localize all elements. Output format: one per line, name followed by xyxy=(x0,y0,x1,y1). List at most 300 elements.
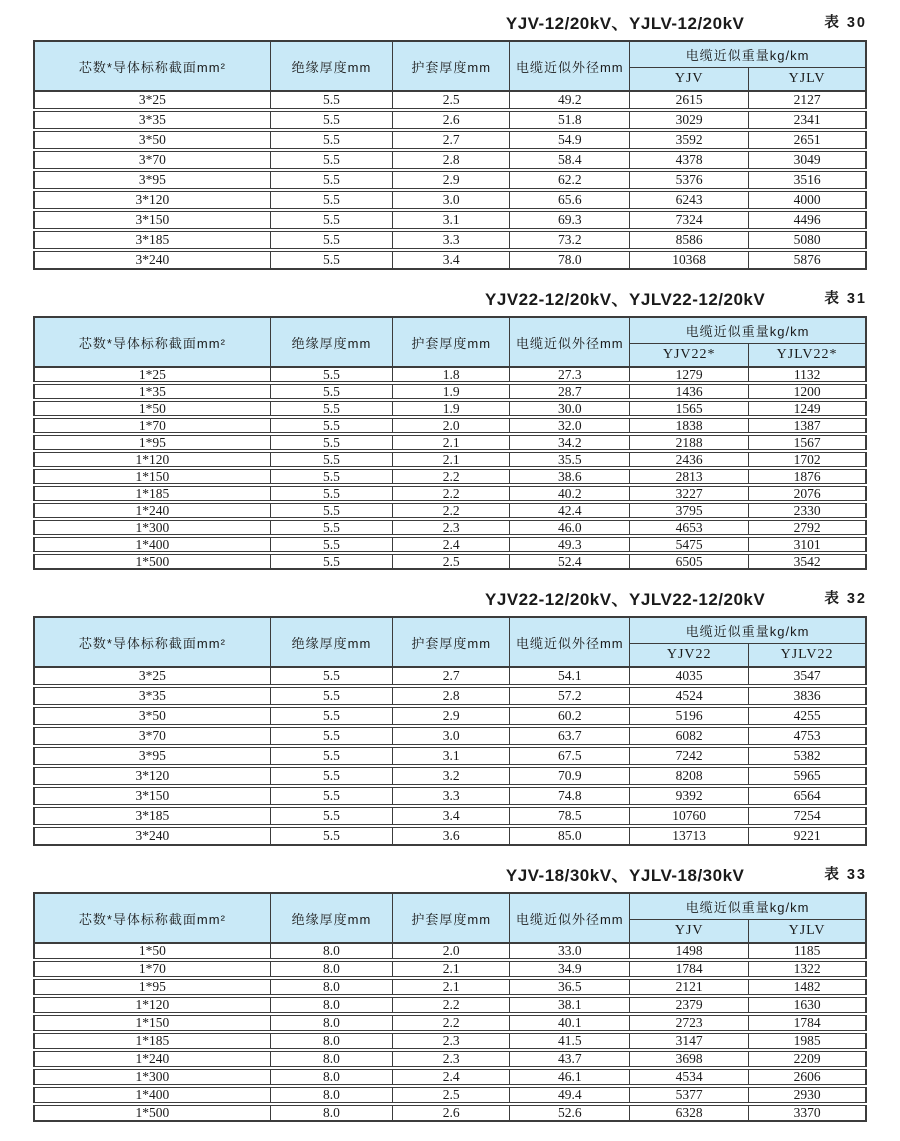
table-cell: 3*25 xyxy=(34,91,270,110)
table-cell: 9392 xyxy=(630,786,749,806)
table-cell: 38.1 xyxy=(510,996,630,1014)
table-cell: 8.0 xyxy=(270,1050,392,1068)
table-cell: 8.0 xyxy=(270,943,392,960)
table-cell: 3147 xyxy=(630,1032,749,1050)
table-cell: 2813 xyxy=(630,468,749,485)
table-cell: 8.0 xyxy=(270,978,392,996)
table-cell: 3*240 xyxy=(34,250,270,269)
table-cell: 5.5 xyxy=(270,110,392,130)
table-cell: 35.5 xyxy=(510,451,630,468)
table-cell: 2.4 xyxy=(393,536,510,553)
table-cell: 1985 xyxy=(749,1032,866,1050)
table-row xyxy=(34,746,866,766)
table-cell: 2.5 xyxy=(393,1086,510,1104)
table-cell: 10760 xyxy=(630,806,749,826)
column-header-weight-yjv22: YJV22 xyxy=(630,643,749,667)
column-header-cross-section: 芯数*导体标称截面mm² xyxy=(34,893,270,943)
table-cell: 2330 xyxy=(749,502,866,519)
table-cell: 13713 xyxy=(630,826,749,845)
table-cell: 10368 xyxy=(630,250,749,269)
table-cell: 1*240 xyxy=(34,1050,270,1068)
table-cell: 3592 xyxy=(630,130,749,150)
table-cell: 3*35 xyxy=(34,686,270,706)
table-cell: 5.5 xyxy=(270,502,392,519)
table-cell: 6564 xyxy=(749,786,866,806)
table-cell: 58.4 xyxy=(510,150,630,170)
table-cell: 1387 xyxy=(749,417,866,434)
table-cell: 1132 xyxy=(749,367,866,383)
table-cell: 5876 xyxy=(749,250,866,269)
column-header-sheath: 护套厚度mm xyxy=(393,893,510,943)
table-cell: 1*500 xyxy=(34,553,270,569)
table-cell: 52.4 xyxy=(510,553,630,569)
table-cell: 5.5 xyxy=(270,130,392,150)
table-cell: 3.1 xyxy=(393,210,510,230)
table-cell: 1*50 xyxy=(34,400,270,417)
table-cell: 4524 xyxy=(630,686,749,706)
table-cell: 1.9 xyxy=(393,400,510,417)
table-cell: 3*240 xyxy=(34,826,270,845)
table-cell: 1567 xyxy=(749,434,866,451)
table-cell: 67.5 xyxy=(510,746,630,766)
table-cell: 3101 xyxy=(749,536,866,553)
table-body xyxy=(34,367,866,569)
table-cell: 2.0 xyxy=(393,417,510,434)
table-cell: 5.5 xyxy=(270,553,392,569)
table-cell: 60.2 xyxy=(510,706,630,726)
table-title: YJV-18/30kV、YJLV-18/30kV xyxy=(505,866,745,885)
table-cell: 3*185 xyxy=(34,806,270,826)
table-row xyxy=(34,943,866,960)
table-cell: 3.3 xyxy=(393,230,510,250)
table-row xyxy=(34,960,866,978)
table-cell: 5.5 xyxy=(270,383,392,400)
table-cell: 1630 xyxy=(749,996,866,1014)
table-cell: 5.5 xyxy=(270,536,392,553)
table-row xyxy=(34,468,866,485)
table-cell: 2379 xyxy=(630,996,749,1014)
table-cell: 4753 xyxy=(749,726,866,746)
table-cell: 6328 xyxy=(630,1104,749,1121)
table-title: YJV22-12/20kV、YJLV22-12/20kV xyxy=(485,590,766,609)
table-header xyxy=(34,317,866,367)
table-cell: 1*150 xyxy=(34,1014,270,1032)
table-cell: 3*25 xyxy=(34,667,270,686)
table-cell: 54.1 xyxy=(510,667,630,686)
table-cell: 3*120 xyxy=(34,766,270,786)
column-header-diameter: 电缆近似外径mm xyxy=(510,41,630,91)
table-row xyxy=(34,826,866,845)
table-cell: 1838 xyxy=(630,417,749,434)
table-cell: 3698 xyxy=(630,1050,749,1068)
table-cell: 2.7 xyxy=(393,130,510,150)
table-cell: 3836 xyxy=(749,686,866,706)
table-cell: 3*50 xyxy=(34,130,270,150)
table-row xyxy=(34,686,866,706)
table-row xyxy=(34,91,866,110)
column-header-diameter: 电缆近似外径mm xyxy=(510,617,630,667)
column-header-weight-group: 电缆近似重量kg/km xyxy=(630,41,866,67)
table-cell: 40.2 xyxy=(510,485,630,502)
table-cell: 49.3 xyxy=(510,536,630,553)
table-cell: 2.2 xyxy=(393,996,510,1014)
table-32-title-row xyxy=(33,585,867,609)
table-cell: 2.2 xyxy=(393,1014,510,1032)
table-cell: 1.8 xyxy=(393,367,510,383)
table-cell: 5475 xyxy=(630,536,749,553)
table-cell: 69.3 xyxy=(510,210,630,230)
table-cell: 3*95 xyxy=(34,746,270,766)
table-row xyxy=(34,367,866,383)
table-row xyxy=(34,210,866,230)
table-cell: 8208 xyxy=(630,766,749,786)
table-cell: 2.1 xyxy=(393,960,510,978)
column-header-weight-yjv: YJV xyxy=(630,67,749,91)
table-cell: 3049 xyxy=(749,150,866,170)
table-cell: 2.6 xyxy=(393,1104,510,1121)
table-cell: 9221 xyxy=(749,826,866,845)
table-cell: 5.5 xyxy=(270,746,392,766)
table-row xyxy=(34,1014,866,1032)
table-cell: 2188 xyxy=(630,434,749,451)
table-cell: 1*240 xyxy=(34,502,270,519)
table-cell: 1*300 xyxy=(34,1068,270,1086)
table-cell: 8.0 xyxy=(270,960,392,978)
table-cell: 1*185 xyxy=(34,1032,270,1050)
table-cell: 2.3 xyxy=(393,519,510,536)
table-cell: 49.4 xyxy=(510,1086,630,1104)
table-cell: 5.5 xyxy=(270,786,392,806)
column-header-weight-yjv: YJV xyxy=(630,919,749,943)
table-cell: 5377 xyxy=(630,1086,749,1104)
table-cell: 78.0 xyxy=(510,250,630,269)
table-row xyxy=(34,485,866,502)
table-31-title-row xyxy=(33,285,867,309)
table-cell: 7254 xyxy=(749,806,866,826)
table-cell: 6243 xyxy=(630,190,749,210)
column-header-weight-group: 电缆近似重量kg/km xyxy=(630,617,866,643)
table-number: 表 32 xyxy=(824,591,867,607)
table-row xyxy=(34,150,866,170)
table-title: YJV-12/20kV、YJLV-12/20kV xyxy=(505,14,745,33)
table-cell: 5.5 xyxy=(270,150,392,170)
column-header-weight-yjlv: YJLV xyxy=(749,919,866,943)
table-row xyxy=(34,786,866,806)
table-cell: 3547 xyxy=(749,667,866,686)
table-cell: 1*70 xyxy=(34,417,270,434)
table-cell: 2.1 xyxy=(393,978,510,996)
table-cell: 3*150 xyxy=(34,210,270,230)
table-cell: 1784 xyxy=(630,960,749,978)
table-row xyxy=(34,502,866,519)
table-cell: 73.2 xyxy=(510,230,630,250)
table-cell: 27.3 xyxy=(510,367,630,383)
table-row xyxy=(34,519,866,536)
table-cell: 32.0 xyxy=(510,417,630,434)
table-number: 表 30 xyxy=(824,15,867,31)
table-row xyxy=(34,536,866,553)
column-header-sheath: 护套厚度mm xyxy=(393,617,510,667)
table-cell: 2.0 xyxy=(393,943,510,960)
table-30-title-row xyxy=(33,9,867,33)
table-cell: 38.6 xyxy=(510,468,630,485)
column-header-weight-yjlv: YJLV xyxy=(749,67,866,91)
column-header-sheath: 护套厚度mm xyxy=(393,41,510,91)
table-cell: 5.5 xyxy=(270,170,392,190)
table-row xyxy=(34,706,866,726)
table-cell: 1*500 xyxy=(34,1104,270,1121)
table-cell: 62.2 xyxy=(510,170,630,190)
table-cell: 5.5 xyxy=(270,451,392,468)
table-cell: 3.4 xyxy=(393,250,510,269)
table-cell: 8.0 xyxy=(270,996,392,1014)
table-row xyxy=(34,1086,866,1104)
table-row xyxy=(34,1104,866,1121)
table-cell: 33.0 xyxy=(510,943,630,960)
table-cell: 2.2 xyxy=(393,468,510,485)
table-cell: 3.0 xyxy=(393,190,510,210)
table-cell: 2.3 xyxy=(393,1050,510,1068)
table-row xyxy=(34,434,866,451)
table-row xyxy=(34,667,866,686)
table-row xyxy=(34,726,866,746)
table-cell: 8.0 xyxy=(270,1014,392,1032)
table-cell: 2209 xyxy=(749,1050,866,1068)
table-row xyxy=(34,417,866,434)
table-cell: 85.0 xyxy=(510,826,630,845)
table-header xyxy=(34,617,866,667)
table-cell: 1*70 xyxy=(34,960,270,978)
table-cell: 2606 xyxy=(749,1068,866,1086)
table-cell: 5.5 xyxy=(270,766,392,786)
table-cell: 52.6 xyxy=(510,1104,630,1121)
table-header xyxy=(34,893,866,943)
table-cell: 1*120 xyxy=(34,996,270,1014)
table-cell: 2.2 xyxy=(393,502,510,519)
table-cell: 1784 xyxy=(749,1014,866,1032)
table-cell: 2930 xyxy=(749,1086,866,1104)
table-cell: 5.5 xyxy=(270,434,392,451)
column-header-weight-yjv22: YJV22* xyxy=(630,343,749,367)
table-cell: 1*300 xyxy=(34,519,270,536)
table-cell: 70.9 xyxy=(510,766,630,786)
table-cell: 2.1 xyxy=(393,434,510,451)
table-cell: 5.5 xyxy=(270,686,392,706)
table-cell: 43.7 xyxy=(510,1050,630,1068)
column-header-cross-section: 芯数*导体标称截面mm² xyxy=(34,617,270,667)
table-cell: 3*70 xyxy=(34,150,270,170)
table-row xyxy=(34,170,866,190)
table-cell: 2.9 xyxy=(393,170,510,190)
table-cell: 2.8 xyxy=(393,150,510,170)
column-header-insulation: 绝缘厚度mm xyxy=(270,893,392,943)
column-header-sheath: 护套厚度mm xyxy=(393,317,510,367)
table-cell: 3*70 xyxy=(34,726,270,746)
table-row xyxy=(34,766,866,786)
table-cell: 3795 xyxy=(630,502,749,519)
table-cell: 1*50 xyxy=(34,943,270,960)
table-cell: 5.5 xyxy=(270,367,392,383)
table-cell: 3.2 xyxy=(393,766,510,786)
table-32-section xyxy=(33,585,867,846)
column-header-weight-yjlv22: YJLV22* xyxy=(749,343,866,367)
column-header-diameter: 电缆近似外径mm xyxy=(510,317,630,367)
table-cell: 5965 xyxy=(749,766,866,786)
table-cell: 74.8 xyxy=(510,786,630,806)
table-cell: 4653 xyxy=(630,519,749,536)
table-cell: 7324 xyxy=(630,210,749,230)
table-cell: 46.0 xyxy=(510,519,630,536)
table-cell: 1498 xyxy=(630,943,749,960)
table-cell: 8.0 xyxy=(270,1086,392,1104)
table-cell: 1*95 xyxy=(34,434,270,451)
table-cell: 2436 xyxy=(630,451,749,468)
table-cell: 3029 xyxy=(630,110,749,130)
table-cell: 5.5 xyxy=(270,826,392,845)
table-cell: 30.0 xyxy=(510,400,630,417)
table-cell: 4255 xyxy=(749,706,866,726)
table-33-section xyxy=(33,861,867,1122)
table-cell: 7242 xyxy=(630,746,749,766)
table-cell: 4000 xyxy=(749,190,866,210)
table-cell: 34.2 xyxy=(510,434,630,451)
table-cell: 1185 xyxy=(749,943,866,960)
spec-table-32 xyxy=(33,616,867,846)
table-row xyxy=(34,806,866,826)
table-cell: 3516 xyxy=(749,170,866,190)
table-cell: 2723 xyxy=(630,1014,749,1032)
table-body xyxy=(34,667,866,845)
table-cell: 46.1 xyxy=(510,1068,630,1086)
table-cell: 1*150 xyxy=(34,468,270,485)
table-31-section xyxy=(33,285,867,570)
table-cell: 4035 xyxy=(630,667,749,686)
table-cell: 3*185 xyxy=(34,230,270,250)
table-cell: 1482 xyxy=(749,978,866,996)
table-cell: 28.7 xyxy=(510,383,630,400)
column-header-diameter: 电缆近似外径mm xyxy=(510,893,630,943)
table-cell: 2.5 xyxy=(393,91,510,110)
table-cell: 2.2 xyxy=(393,485,510,502)
table-row xyxy=(34,400,866,417)
table-cell: 3227 xyxy=(630,485,749,502)
table-30-section xyxy=(33,9,867,270)
table-number: 表 31 xyxy=(824,291,867,307)
spec-table-31 xyxy=(33,316,867,570)
table-cell: 1279 xyxy=(630,367,749,383)
table-cell: 3.6 xyxy=(393,826,510,845)
table-cell: 40.1 xyxy=(510,1014,630,1032)
table-cell: 1*35 xyxy=(34,383,270,400)
table-cell: 5080 xyxy=(749,230,866,250)
column-header-insulation: 绝缘厚度mm xyxy=(270,41,392,91)
table-row xyxy=(34,190,866,210)
table-cell: 2792 xyxy=(749,519,866,536)
table-row xyxy=(34,230,866,250)
table-cell: 5.5 xyxy=(270,667,392,686)
table-cell: 5.5 xyxy=(270,230,392,250)
table-cell: 41.5 xyxy=(510,1032,630,1050)
table-row xyxy=(34,451,866,468)
table-cell: 3.1 xyxy=(393,746,510,766)
table-cell: 3.4 xyxy=(393,806,510,826)
table-cell: 5376 xyxy=(630,170,749,190)
table-cell: 5.5 xyxy=(270,519,392,536)
table-body xyxy=(34,91,866,269)
column-header-cross-section: 芯数*导体标称截面mm² xyxy=(34,41,270,91)
table-cell: 5.5 xyxy=(270,726,392,746)
table-cell: 5.5 xyxy=(270,468,392,485)
table-cell: 2.9 xyxy=(393,706,510,726)
table-cell: 2076 xyxy=(749,485,866,502)
table-cell: 5.5 xyxy=(270,485,392,502)
table-cell: 5382 xyxy=(749,746,866,766)
table-cell: 42.4 xyxy=(510,502,630,519)
table-cell: 78.5 xyxy=(510,806,630,826)
table-cell: 3*35 xyxy=(34,110,270,130)
table-title: YJV22-12/20kV、YJLV22-12/20kV xyxy=(485,290,766,309)
table-row xyxy=(34,1068,866,1086)
table-cell: 1*400 xyxy=(34,536,270,553)
table-header xyxy=(34,41,866,91)
table-row xyxy=(34,383,866,400)
table-cell: 1*185 xyxy=(34,485,270,502)
table-row xyxy=(34,996,866,1014)
table-cell: 5.5 xyxy=(270,190,392,210)
table-cell: 65.6 xyxy=(510,190,630,210)
table-cell: 8.0 xyxy=(270,1068,392,1086)
table-cell: 5.5 xyxy=(270,210,392,230)
table-cell: 5.5 xyxy=(270,91,392,110)
table-cell: 1322 xyxy=(749,960,866,978)
spec-table-30 xyxy=(33,40,867,270)
table-cell: 2127 xyxy=(749,91,866,110)
table-cell: 6082 xyxy=(630,726,749,746)
table-row xyxy=(34,130,866,150)
table-cell: 1249 xyxy=(749,400,866,417)
table-cell: 2.8 xyxy=(393,686,510,706)
table-cell: 5196 xyxy=(630,706,749,726)
table-body xyxy=(34,943,866,1121)
table-cell: 2651 xyxy=(749,130,866,150)
table-cell: 3.3 xyxy=(393,786,510,806)
table-cell: 3*50 xyxy=(34,706,270,726)
table-cell: 3*95 xyxy=(34,170,270,190)
table-cell: 54.9 xyxy=(510,130,630,150)
column-header-cross-section: 芯数*导体标称截面mm² xyxy=(34,317,270,367)
table-cell: 4496 xyxy=(749,210,866,230)
column-header-weight-group: 电缆近似重量kg/km xyxy=(630,893,866,919)
table-33-title-row xyxy=(33,861,867,885)
table-cell: 2.5 xyxy=(393,553,510,569)
table-cell: 1*400 xyxy=(34,1086,270,1104)
column-header-weight-yjlv22: YJLV22 xyxy=(749,643,866,667)
table-cell: 1436 xyxy=(630,383,749,400)
table-cell: 1702 xyxy=(749,451,866,468)
table-cell: 8586 xyxy=(630,230,749,250)
table-cell: 4534 xyxy=(630,1068,749,1086)
table-cell: 2.3 xyxy=(393,1032,510,1050)
table-cell: 1.9 xyxy=(393,383,510,400)
table-cell: 5.5 xyxy=(270,417,392,434)
table-number: 表 33 xyxy=(824,867,867,883)
table-row xyxy=(34,978,866,996)
table-row xyxy=(34,1050,866,1068)
spec-table-33 xyxy=(33,892,867,1122)
table-cell: 2341 xyxy=(749,110,866,130)
table-cell: 5.5 xyxy=(270,706,392,726)
table-cell: 1*25 xyxy=(34,367,270,383)
